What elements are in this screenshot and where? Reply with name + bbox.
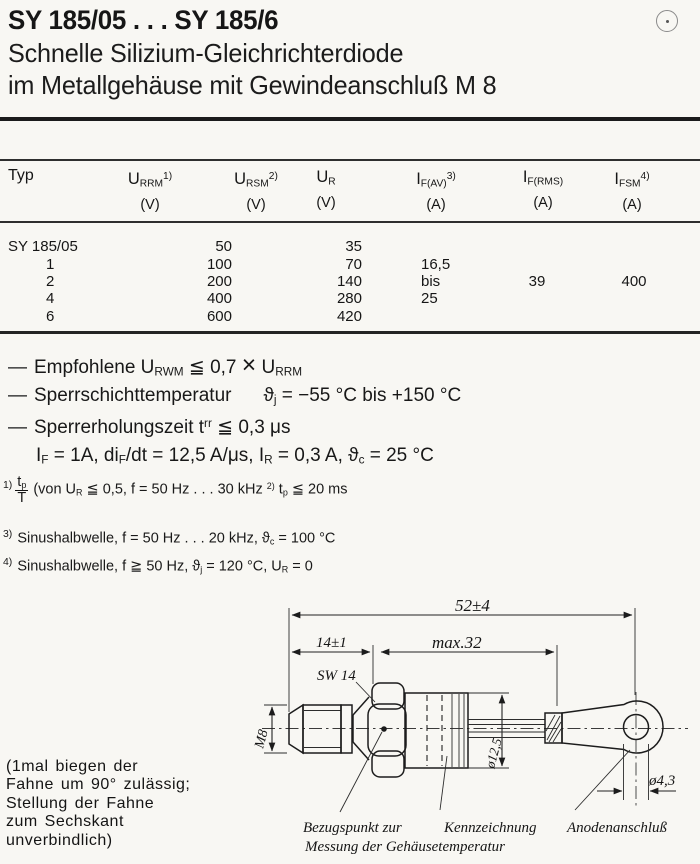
multiply-sign: × (241, 352, 257, 379)
threaded-stud (303, 705, 341, 753)
overall-length-label: 52±4 (455, 596, 490, 615)
note-reverse-recovery: — Sperrerholungszeit $t^{rr}$ ≦ 0,3 μs (8, 417, 291, 438)
body-diameter-label: ø12,5 (482, 736, 505, 770)
body-length-label: max.32 (432, 633, 482, 652)
footnote-4: $^{4)}$ Sinushalbwelle, f ≧ 50 Hz, ϑj = 120 °C, UR = 0 (3, 557, 313, 575)
table-bottom-rule (0, 331, 700, 334)
note-recommended-urwm: — Empfohlene URWM ≦ 0,7 × URRM (8, 352, 302, 379)
dash-bullet: — (8, 357, 27, 378)
table-row: 4 400 280 25 (46, 290, 438, 307)
marking-label: Kennzeichnung (444, 820, 537, 836)
fraction-tp-over-t: $\frac{tp}{T}$ (17, 474, 27, 507)
note-test-conditions: IF = 1A, diF/dt = 12,5 A/μs, IR = 0,3 A, ϑc = 25 °C (36, 445, 434, 467)
table-header-ifrms: IF(RMS) (A) (522, 168, 564, 212)
registration-mark-icon (656, 10, 678, 32)
page-subtitle-line2: im Metallgehäuse mit Gewindeanschluß M 8 (8, 70, 497, 100)
table-header-ifav: IF(AV)$^{3)}$ (A) (416, 170, 456, 214)
table-row: 2 200 140 bis 39 400 (46, 273, 647, 290)
note-junction-temperature: — Sperrschichttemperatur ϑj = −55 °C bis +150 °C (8, 385, 462, 407)
thread-size-label: M8 (252, 728, 272, 751)
tab-bending-note: (1mal biegen der Fahne um 90° zulässig; Stellung der Fahne zum Sechskant unverbindlich) (6, 758, 191, 849)
table-header-ifsm: IFSM$^{4)}$ (A) (614, 170, 650, 214)
header-rule (0, 117, 700, 121)
table-row: 6 600 420 (46, 308, 362, 325)
reference-point-label-line2: Messung der Gehäusetemperatur (305, 839, 505, 855)
reference-point-leader (340, 732, 382, 812)
table-top-rule (0, 159, 700, 161)
table-header-urrm: URRM$^{1)}$ (V) (127, 170, 173, 214)
table-header-rule (0, 221, 700, 223)
marking-leader (440, 756, 447, 810)
anode-leader (575, 750, 630, 810)
table-row: SY 185/05 50 35 (8, 238, 362, 255)
dash-bullet: — (8, 417, 27, 438)
table-header-ursm: URSM$^{2)}$ (V) (234, 170, 278, 214)
table-header-typ: Typ (8, 167, 34, 184)
wrench-size-label: SW 14 (317, 668, 356, 684)
stud-length-label: 14±1 (316, 635, 347, 651)
table-row: 1 100 70 16,5 (46, 256, 451, 273)
anode-connection-label: Anodenanschluß (567, 820, 667, 836)
footnote-3: $^{3)}$ Sinushalbwelle, f = 50 Hz . . . 20 kHz, ϑc = 100 °C (3, 529, 336, 547)
stud-chamfer (289, 705, 303, 753)
registration-mark-dot (666, 20, 670, 24)
page-title: SY 185/05 . . . SY 185/6 (8, 5, 279, 35)
dash-bullet: — (8, 385, 27, 406)
hole-diameter-label: ø4,3 (649, 773, 676, 789)
page-subtitle-line1: Schnelle Silizium-Gleichrichterdiode (8, 38, 404, 68)
table-header-ur: UR (V) (316, 168, 336, 212)
thread-runout (341, 705, 352, 753)
reference-point-dot (381, 726, 387, 732)
reference-point-label-line1: Bezugspunkt zur (303, 820, 402, 836)
footnote-1: $^{1)}$ $\frac{tp}{T}$ (von UR ≦ 0,5, f = 50 Hz . . . 30 kHz $^{2)}$ tp ≦ 20 ms (3, 474, 348, 507)
